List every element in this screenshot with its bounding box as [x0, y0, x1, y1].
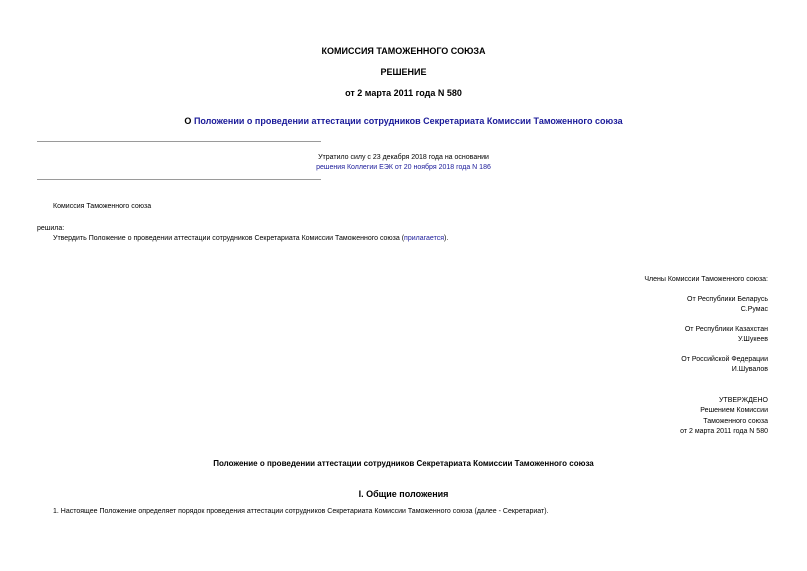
approved-by: Решением Комиссии — [700, 407, 768, 414]
signature-country: От Республики Беларусь — [687, 296, 768, 303]
paragraph-1: 1. Настоящее Положение определяет порядок проведения аттестации сотрудников Секретариата Комиссии Таможенного союза (далее - Секретариат). — [53, 508, 549, 515]
decided-text: решила: — [37, 225, 65, 232]
approve-paragraph — [53, 235, 448, 242]
document-title-link[interactable]: Положении о проведении аттестации сотрудников Секретариата Комиссии Таможенного союза — [193, 116, 623, 126]
signature-country: От Российской Федерации — [681, 356, 768, 363]
approve-text: Утвердить Положение о проведении аттестации сотрудников Секретариата Комиссии Таможенного союза ( — [53, 235, 405, 242]
document-title — [0, 116, 807, 126]
approved-label: УТВЕРЖДЕНО — [718, 397, 768, 404]
signature-name: С.Румас — [740, 306, 768, 313]
signatures-heading: Члены Комиссии Таможенного союза: — [644, 276, 768, 283]
approved-body: Таможенного союза — [703, 418, 768, 425]
regulation-title: Положение о проведении аттестации сотрудников Секретариата Комиссии Таможенного союза — [213, 459, 594, 468]
document-title-prefix: О — [184, 116, 194, 126]
attachment-link[interactable]: прилагается — [404, 235, 444, 242]
signature-country: От Республики Казахстан — [684, 326, 768, 333]
document-date-number: от 2 марта 2011 года N 580 — [345, 88, 462, 98]
signature-name: И.Шувалов — [731, 366, 768, 373]
approve-end: ). — [444, 235, 449, 242]
repeal-decision-link[interactable]: решения Коллегии ЕЭК от 20 ноября 2018 года N 186 — [316, 164, 491, 171]
signature-name: У.Шукеев — [737, 336, 768, 343]
document-type: РЕШЕНИЕ — [380, 67, 427, 77]
issuer-text: Комиссия Таможенного союза — [53, 203, 152, 210]
approved-date: от 2 марта 2011 года N 580 — [680, 428, 768, 435]
notice-line: Утратило силу с 23 декабря 2018 года на основании — [318, 154, 489, 161]
notice-top-divider — [37, 141, 321, 142]
section-title: I. Общие положения — [358, 489, 449, 499]
issuing-body: КОМИССИЯ ТАМОЖЕННОГО СОЮЗА — [321, 46, 486, 56]
notice-bottom-divider — [37, 179, 321, 180]
